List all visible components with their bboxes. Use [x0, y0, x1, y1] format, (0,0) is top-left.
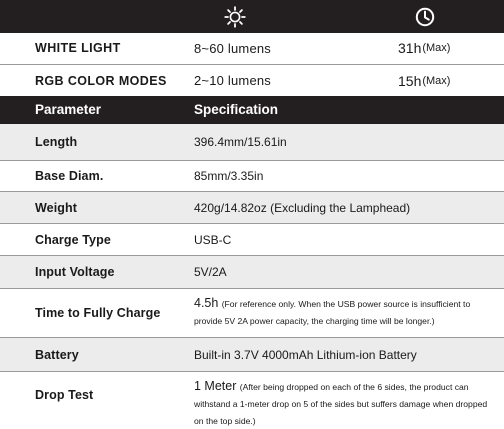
spec-value: 85mm/3.35in: [194, 169, 264, 183]
brightness-column-header: [210, 0, 260, 33]
spec-value-note: (For reference only. When the USB power source is insufficient to provide 5V 2A power capacity, the charging time will be longer.): [194, 299, 471, 326]
mode-label: RGB COLOR MODES: [35, 73, 167, 88]
spec-row-base-diameter: [0, 161, 504, 191]
spec-row-length: [0, 124, 504, 160]
spec-parameter: Length: [35, 135, 78, 149]
spec-row-charge-time: [0, 289, 504, 337]
spec-row-input-voltage: [0, 256, 504, 288]
runtime-value: 31h: [398, 40, 422, 56]
spec-row-battery: [0, 338, 504, 371]
spec-row-weight: [0, 192, 504, 223]
mode-row-rgb: [0, 65, 504, 96]
mode-row-white-light: [0, 33, 504, 63]
sun-icon: [224, 6, 246, 28]
mode-lumens: 2~10 lumens: [194, 73, 272, 88]
clock-icon: [415, 7, 435, 27]
spec-parameter: Weight: [35, 200, 78, 215]
spec-value: 420g/14.82oz (Excluding the Lamphead): [194, 200, 411, 215]
spec-parameter: Charge Type: [35, 232, 111, 247]
spec-value-note: (After being dropped on each of the 6 sides, the product can withstand a 1-meter drop on 5 of the sides but suffers damage when dropped on the top side.): [194, 382, 488, 426]
mode-label: WHITE LIGHT: [35, 41, 121, 55]
spec-parameter: Battery: [35, 347, 79, 362]
runtime-value: 15h: [398, 72, 422, 89]
spec-parameter: Time to Fully Charge: [35, 306, 161, 320]
spec-parameter: Base Diam.: [35, 169, 104, 183]
spec-value: USB-C: [194, 232, 232, 247]
spec-row-charge-type: [0, 224, 504, 255]
runtime-note: (Max): [422, 74, 451, 87]
spec-parameter: Drop Test: [35, 388, 94, 402]
spec-value: [194, 295, 499, 329]
column-header-specification: Specification: [194, 102, 279, 117]
spec-value: 5V/2A: [194, 265, 227, 279]
spec-value-main: 1 Meter: [194, 379, 237, 393]
spec-parameter: Input Voltage: [35, 265, 115, 279]
spec-row-drop-test: [0, 372, 504, 426]
spec-value: 396.4mm/15.61in: [194, 135, 287, 149]
spec-value: Built-in 3.7V 4000mAh Lithium-ion Battery: [194, 347, 417, 362]
spec-value-main: 4.5h: [194, 296, 219, 310]
mode-lumens: 8~60 lumens: [194, 40, 272, 56]
column-header-parameter: Parameter: [35, 102, 102, 117]
spec-value: [194, 378, 499, 429]
runtime-note: (Max): [422, 42, 451, 54]
mode-runtime: [398, 33, 450, 63]
runtime-column-header: [400, 0, 450, 33]
mode-runtime: [398, 65, 450, 96]
